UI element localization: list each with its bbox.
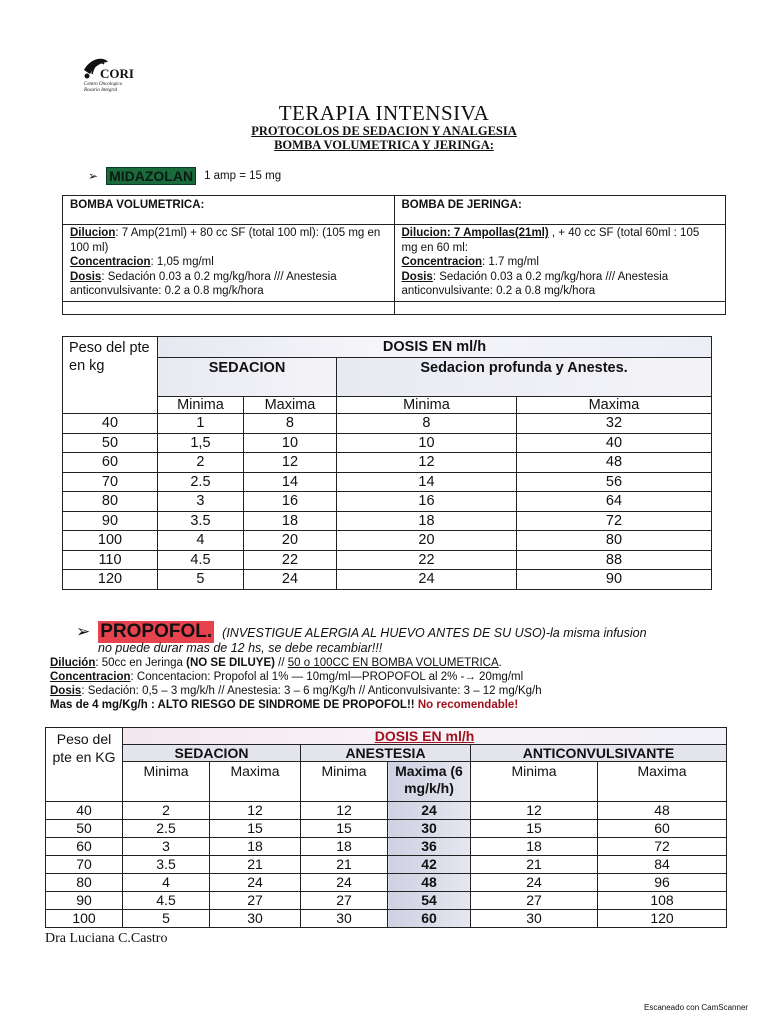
dose-cell: 27 bbox=[301, 892, 388, 910]
dose-cell: 18 bbox=[301, 838, 388, 856]
dose-cell: 2 bbox=[123, 802, 210, 820]
table-row bbox=[46, 874, 727, 892]
min-header: Minima bbox=[158, 397, 244, 414]
dose-cell: 18 bbox=[337, 511, 517, 531]
propofol-dose: Dosis: Sedación: 0,5 – 3 mg/k/h // Anestesia: 3 – 6 mg/Kg/h // Anticonvulsivante: 3 – 12 mg/Kg/h bbox=[50, 685, 542, 697]
weight-cell: 120 bbox=[63, 570, 158, 590]
table-row bbox=[63, 472, 712, 492]
dose-cell: 24 bbox=[210, 874, 301, 892]
dose-cell: 4 bbox=[123, 874, 210, 892]
doctor-signature: Dra Luciana C.Castro bbox=[45, 931, 168, 946]
logo-subtitle: Centro Oncologico Rosario Integral bbox=[84, 82, 123, 93]
dose-cell: 24 bbox=[243, 570, 336, 590]
dose-cell: 48 bbox=[388, 874, 471, 892]
drug-name-propofol: PROPOFOL. bbox=[100, 621, 213, 642]
table-row bbox=[63, 453, 712, 473]
weight-cell: 70 bbox=[46, 856, 123, 874]
sedation-header: SEDACION bbox=[123, 745, 301, 762]
scanner-watermark: Escaneado con CamScanner bbox=[644, 1003, 749, 1012]
dose-cell: 12 bbox=[471, 802, 598, 820]
dose-cell: 27 bbox=[210, 892, 301, 910]
dose-cell: 40 bbox=[516, 433, 711, 453]
dose-cell: 5 bbox=[158, 570, 244, 590]
dose-cell: 14 bbox=[243, 472, 336, 492]
dose-cell: 3.5 bbox=[123, 856, 210, 874]
weight-cell: 50 bbox=[63, 433, 158, 453]
dose-cell: 60 bbox=[598, 820, 727, 838]
volumetric-pump-details: Dilucion: 7 Amp(21ml) + 80 cc SF (total 100 ml): (105 mg en 100 ml) Concentracion: 1,05 mg/ml Dosis: Sedación 0.03 a 0.2 mg/kg/hora /// Anestesia anticonvulsivante: 0.2 a 0.8 mg/k/hora bbox=[63, 225, 395, 302]
min-header: Minima bbox=[123, 762, 210, 802]
table-row bbox=[46, 838, 727, 856]
dose-cell: 64 bbox=[516, 492, 711, 512]
weight-header: Peso del pte en KG bbox=[46, 728, 123, 802]
dose-cell: 21 bbox=[301, 856, 388, 874]
dose-cell: 12 bbox=[210, 802, 301, 820]
dose-header: DOSIS EN ml/h bbox=[158, 337, 712, 358]
propofol-concentration: Concentracion: Concentacion: Propofol al 1% — 10mg/ml—PROPOFOL al 2% -→ 20mg/ml bbox=[50, 671, 524, 683]
anticonvulsant-header: ANTICONVULSIVANTE bbox=[471, 745, 727, 762]
propofol-warning: Mas de 4 mg/Kg/h : ALTO RIESGO DE SINDROME DE PROPOFOL!! No recomendable! bbox=[50, 699, 519, 711]
dose-cell: 24 bbox=[337, 570, 517, 590]
dose-cell: 16 bbox=[337, 492, 517, 512]
dose-cell: 48 bbox=[516, 453, 711, 473]
midazolam-amp: 1 amp = 15 mg bbox=[204, 170, 282, 182]
max-header: Maxima bbox=[210, 762, 301, 802]
table-row bbox=[63, 550, 712, 570]
weight-header: Peso del pte en kg bbox=[63, 337, 158, 414]
dose-cell: 96 bbox=[598, 874, 727, 892]
dose-cell: 30 bbox=[388, 820, 471, 838]
deep-sedation-header: Sedacion profunda y Anestes. bbox=[337, 358, 712, 397]
bullet-arrow-icon: ➢ bbox=[76, 622, 91, 641]
dose-cell: 18 bbox=[210, 838, 301, 856]
max-header: Maxima bbox=[243, 397, 336, 414]
dose-cell: 4.5 bbox=[158, 550, 244, 570]
dose-cell: 30 bbox=[210, 910, 301, 928]
dose-cell: 18 bbox=[243, 511, 336, 531]
dose-cell: 5 bbox=[123, 910, 210, 928]
dose-cell: 72 bbox=[516, 511, 711, 531]
weight-cell: 50 bbox=[46, 820, 123, 838]
dose-cell: 60 bbox=[388, 910, 471, 928]
dose-cell: 54 bbox=[388, 892, 471, 910]
dose-cell: 27 bbox=[471, 892, 598, 910]
dose-cell: 21 bbox=[210, 856, 301, 874]
max-6-header: Maxima (6 mg/k/h) bbox=[388, 762, 471, 802]
dose-cell: 42 bbox=[388, 856, 471, 874]
syringe-pump-details: Dilucion: 7 Ampollas(21ml) , + 40 cc SF (total 60ml : 105 mg en 60 ml: Concentracion: 1.7 mg/ml Dosis: Sedación 0.03 a 0.2 mg/kg/hora /// Anestesia anticonvulsivante: 0.2 a 0.8 mg/k/hora bbox=[394, 225, 726, 302]
midazolam-pump-table bbox=[62, 195, 726, 315]
dose-header: DOSIS EN ml/h bbox=[123, 728, 727, 745]
dose-cell: 14 bbox=[337, 472, 517, 492]
midazolam-heading bbox=[88, 167, 281, 185]
table-row bbox=[63, 414, 712, 434]
table-row bbox=[63, 433, 712, 453]
weight-cell: 100 bbox=[63, 531, 158, 551]
dose-cell: 1,5 bbox=[158, 433, 244, 453]
dose-cell: 15 bbox=[471, 820, 598, 838]
dose-cell: 48 bbox=[598, 802, 727, 820]
weight-cell: 80 bbox=[46, 874, 123, 892]
dose-cell: 88 bbox=[516, 550, 711, 570]
min-header: Minima bbox=[301, 762, 388, 802]
table-row bbox=[63, 570, 712, 590]
propofol-duration-note: no puede durar mas de 12 hs, se debe recambiar!!! bbox=[98, 641, 383, 655]
table-row bbox=[46, 820, 727, 838]
table-row bbox=[46, 910, 727, 928]
dose-cell: 12 bbox=[337, 453, 517, 473]
dose-cell: 10 bbox=[243, 433, 336, 453]
dose-cell: 108 bbox=[598, 892, 727, 910]
dose-cell: 2.5 bbox=[158, 472, 244, 492]
dose-cell: 10 bbox=[337, 433, 517, 453]
weight-cell: 60 bbox=[63, 453, 158, 473]
table-row bbox=[63, 511, 712, 531]
dose-cell: 20 bbox=[243, 531, 336, 551]
dose-cell: 16 bbox=[243, 492, 336, 512]
dose-cell: 18 bbox=[471, 838, 598, 856]
min-header: Minima bbox=[471, 762, 598, 802]
table-row bbox=[63, 531, 712, 551]
dose-cell: 84 bbox=[598, 856, 727, 874]
dose-cell: 2.5 bbox=[123, 820, 210, 838]
dose-cell: 30 bbox=[471, 910, 598, 928]
dose-cell: 24 bbox=[388, 802, 471, 820]
dose-cell: 21 bbox=[471, 856, 598, 874]
empty-cell bbox=[394, 302, 726, 315]
weight-cell: 90 bbox=[63, 511, 158, 531]
table-row bbox=[63, 492, 712, 512]
weight-cell: 90 bbox=[46, 892, 123, 910]
dose-cell: 2 bbox=[158, 453, 244, 473]
table-row bbox=[46, 892, 727, 910]
dose-cell: 8 bbox=[243, 414, 336, 434]
dose-cell: 24 bbox=[301, 874, 388, 892]
dose-cell: 22 bbox=[243, 550, 336, 570]
dose-cell: 120 bbox=[598, 910, 727, 928]
max-header: Maxima bbox=[516, 397, 711, 414]
volumetric-pump-header: BOMBA VOLUMETRICA: bbox=[63, 196, 395, 225]
dose-cell: 8 bbox=[337, 414, 517, 434]
logo-name: CORI bbox=[100, 66, 134, 81]
weight-cell: 80 bbox=[63, 492, 158, 512]
dose-cell: 72 bbox=[598, 838, 727, 856]
page-title: TERAPIA INTENSIVA bbox=[278, 101, 490, 125]
dose-cell: 3 bbox=[123, 838, 210, 856]
bullet-arrow-icon: ➢ bbox=[88, 169, 99, 183]
propofol-dose-table bbox=[45, 727, 727, 928]
weight-cell: 110 bbox=[63, 550, 158, 570]
syringe-pump-header: BOMBA DE JERINGA: bbox=[394, 196, 726, 225]
weight-cell: 100 bbox=[46, 910, 123, 928]
dose-cell: 1 bbox=[158, 414, 244, 434]
propofol-allergy-note: (INVESTIGUE ALERGIA AL HUEVO ANTES DE SU USO)-la misma infusion bbox=[222, 626, 647, 640]
midazolam-dose-table bbox=[62, 336, 712, 590]
dose-cell: 90 bbox=[516, 570, 711, 590]
page-subtitle-1: PROTOCOLOS DE SEDACION Y ANALGESIA bbox=[251, 124, 517, 138]
empty-cell bbox=[63, 302, 395, 315]
dose-cell: 22 bbox=[337, 550, 517, 570]
dose-cell: 4.5 bbox=[123, 892, 210, 910]
table-row bbox=[46, 802, 727, 820]
dose-cell: 24 bbox=[471, 874, 598, 892]
max-header: Maxima bbox=[598, 762, 727, 802]
dose-cell: 4 bbox=[158, 531, 244, 551]
dose-cell: 20 bbox=[337, 531, 517, 551]
page-subtitle-2: BOMBA VOLUMETRICA Y JERINGA: bbox=[274, 138, 494, 152]
dose-cell: 15 bbox=[210, 820, 301, 838]
dose-cell: 36 bbox=[388, 838, 471, 856]
dose-cell: 30 bbox=[301, 910, 388, 928]
min-header: Minima bbox=[337, 397, 517, 414]
dose-cell: 80 bbox=[516, 531, 711, 551]
anesthesia-header: ANESTESIA bbox=[301, 745, 471, 762]
sedation-header: SEDACION bbox=[158, 358, 337, 397]
dose-cell: 15 bbox=[301, 820, 388, 838]
dose-cell: 12 bbox=[243, 453, 336, 473]
dose-cell: 56 bbox=[516, 472, 711, 492]
weight-cell: 40 bbox=[46, 802, 123, 820]
propofol-dilution: Dilución: 50cc en Jeringa (NO SE DILUYE) // 50 o 100CC EN BOMBA VOLUMETRICA. bbox=[50, 657, 502, 669]
dose-cell: 3 bbox=[158, 492, 244, 512]
weight-cell: 70 bbox=[63, 472, 158, 492]
table-row bbox=[46, 856, 727, 874]
dose-cell: 32 bbox=[516, 414, 711, 434]
drug-name-midazolam: MIDAZOLAN bbox=[106, 167, 196, 185]
propofol-heading bbox=[76, 621, 647, 643]
dose-cell: 3.5 bbox=[158, 511, 244, 531]
weight-cell: 60 bbox=[46, 838, 123, 856]
weight-cell: 40 bbox=[63, 414, 158, 434]
dose-cell: 12 bbox=[301, 802, 388, 820]
